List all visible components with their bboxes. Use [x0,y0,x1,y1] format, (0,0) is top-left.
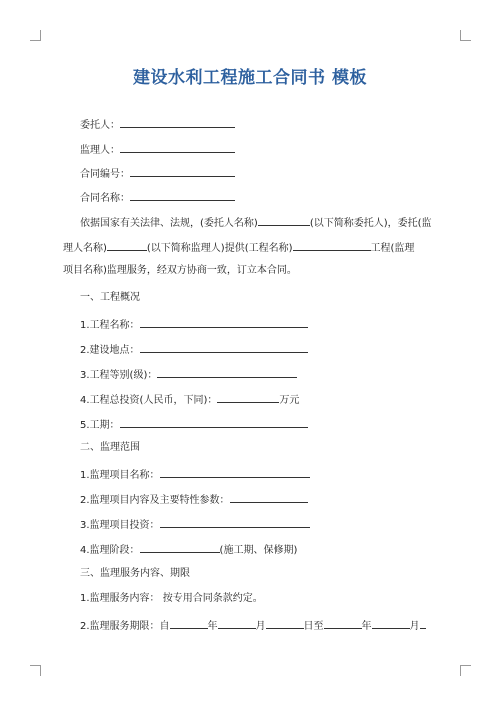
crop-mark-top-right [460,30,471,41]
section-1-item-4 [80,391,299,408]
day-to-label: 日至 [303,621,324,632]
investment-field[interactable] [217,391,279,403]
document-title: 建设水利工程施工合同书 模板 [133,68,367,88]
supervision-content-field[interactable] [230,491,308,503]
intro-text: 依据国家有关法律、法规，(委托人名称) [80,218,258,229]
item-label: 3.工程等别(级)： [80,370,158,381]
field-supervisor-blank[interactable] [120,141,235,153]
section-2-item-1 [80,466,310,483]
item-label: 5.工期： [80,420,120,431]
crop-mark-bottom-left [30,665,41,676]
supervision-stage-field[interactable] [140,541,220,553]
year-label: 年 [361,621,372,632]
start-year-field[interactable] [170,617,208,629]
end-year-field[interactable] [324,617,362,629]
month-label: 月 [255,621,266,632]
month-label: 月 [409,621,420,632]
location-field[interactable] [140,341,308,353]
section-1-item-3 [80,366,297,383]
field-contract-no-blank[interactable] [130,165,235,177]
intro-text: 理人名称) [63,243,107,254]
field-client [80,116,235,133]
section-1-item-2 [80,341,308,358]
duration-field[interactable] [120,416,308,428]
field-contract-name-blank[interactable] [130,189,235,201]
end-month-field[interactable] [372,617,410,629]
item-label: 2.建设地点： [80,345,140,356]
intro-text: 工程(监理 [370,243,415,254]
item-label: 1.工程名称： [80,320,140,331]
item-label: 4.工程总投资(人民币，下同)： [80,395,218,406]
field-client-label: 委托人： [80,120,120,131]
item-label: 2.监理服务期限：自 [80,621,170,632]
section-3-item-1: 1.监理服务内容： 按专用合同条款约定。 [80,593,263,604]
supervision-investment-field[interactable] [160,516,310,528]
section-1-item-5 [80,416,308,433]
start-month-field[interactable] [218,617,256,629]
field-contract-no [80,165,235,182]
start-day-field[interactable] [266,617,304,629]
section-2-item-3 [80,516,310,533]
item-label: 3.监理项目投资： [80,520,160,531]
end-day-field[interactable] [420,617,426,629]
intro-line-3: 项目名称)监理服务，经双方协商一致，订立本合同。 [63,265,297,276]
item-label: 4.监理阶段： [80,545,140,556]
supervisor-name-blank[interactable] [107,239,147,251]
section-1-heading: 一、工程概况 [80,292,140,303]
field-contract-no-label: 合同编号： [80,169,130,180]
intro-text: (以下简称监理人)提供(工程名称) [146,243,293,254]
field-supervisor-label: 监理人： [80,145,120,156]
section-3-item-2 [80,617,426,634]
intro-line-1 [80,214,432,231]
crop-mark-bottom-right [460,665,471,676]
item-note: (施工期、保修期) [219,545,298,556]
project-name-field[interactable] [140,316,308,328]
field-contract-name-label: 合同名称： [80,193,130,204]
field-contract-name [80,189,235,206]
section-2-item-2 [80,491,308,508]
item-label: 2.监理项目内容及主要特性参数： [80,495,230,506]
project-name-blank[interactable] [293,239,371,251]
item-label: 1.监理项目名称： [80,470,160,481]
field-supervisor [80,141,235,158]
crop-mark-top-left [30,30,41,41]
field-client-blank[interactable] [120,116,235,128]
supervision-project-name-field[interactable] [160,466,310,478]
grade-field[interactable] [157,366,297,378]
section-3-heading: 三、监理服务内容、期限 [80,568,190,579]
intro-text: (以下简称委托人)，委托(监 [309,218,432,229]
intro-line-2 [63,239,414,256]
year-label: 年 [207,621,218,632]
section-2-item-4 [80,541,297,558]
section-2-heading: 二、监理范围 [80,442,140,453]
section-1-item-1 [80,316,308,333]
unit-label: 万元 [279,395,300,406]
client-name-blank[interactable] [258,214,310,226]
